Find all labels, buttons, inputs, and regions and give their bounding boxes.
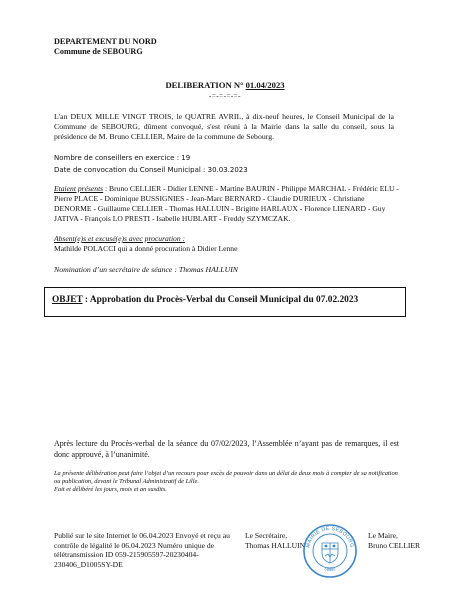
seal-bottom-path: 59990 [323,566,337,572]
procuration-text: Mathilde POLACCI qui a donné procuration à Didier Lenne [54,244,238,253]
mairie-seal-stamp [302,523,358,579]
decision-paragraph: Après lecture du Procès-verbal de la séance du 07/02/2023, l’Assemblée n’ayant pas de remarques, il est donc approuvé, à l’unanimité. [54,439,399,459]
department-header [54,37,157,57]
objet-text: : Approbation du Procès-Verbal du Conseil Municipal du 07.02.2023 [82,295,359,305]
recours-note: La présente délibération peut faire l’objet d’un recours pour excès de pouvoir dans un délai de deux mois à compter de sa notification ou publication, devant le Tribunal Administratif de Lille. [54,470,398,485]
presents-names: : Bruno CELLIER - Didier LENNE - Martine BAURIN - Philippe MARCHAL - Frédéric ELU - Pierre PLACE - Dominique BUSSIGNIES - Jean-Marc BERNARD - Claudie DURIEUX - Christiane DENORME - Guillaume CELLIER - Thomas HALLUIN - Brigitte HARLAUX - Florence LIENARD - Guy JATIVA - François LO PRESTI - Isabelle HUBLART - Freddy SZYMCZAK. [54,184,399,223]
deliberation-number: 01.04/2023 [245,80,285,90]
objet-label: OBJET [52,295,83,305]
intro-paragraph: L'an DEUX MILLE VINGT TROIS, le QUATRE AVRIL, à dix-neuf heures, le Conseil Municipal de la Commune de SEBOURG, dûment convoqué, s'est réuni à la Mairie dans la salle du conseil, sous la présidence de M. Bruno CELLIER, Maire de la commune de Sebourg. [54,112,394,141]
deliberation-prefix: DELIBERATION N° [165,80,246,90]
presents-label: Etaient présents [54,184,104,193]
secretary-nomination: Nomination d’un secrétaire de séance : Thomas HALLUIN [54,265,239,274]
fait-delibere-note: Fait et délibéré les jours, mois et an susdits. [54,486,167,493]
secretary-signature [245,531,305,550]
commune-name: Commune de SEBOURG [54,47,143,56]
title-separator: -=-=-=-=- [209,92,241,100]
coat-of-arms-icon [322,543,338,563]
seal-top-path: MAIRIE DE SEBOURG [305,525,355,549]
convocation-date: Date de convocation du Conseil Municipal : 30.03.2023 [54,166,248,174]
council-count: Nombre de conseillers en exercice : 19 [54,154,191,162]
absents-label: Absent(e)s et excusé(e)s avec procuration : [54,234,186,243]
objet-line [52,295,358,305]
presents-list [54,184,399,224]
department-name: DEPARTEMENT DU NORD [54,37,157,46]
mayor-signature [368,531,420,550]
mayor-title: Le Maire, [368,531,398,540]
seal-bottom-text [324,566,337,572]
secretary-name: Thomas HALLUIN [245,540,306,550]
secretary-title: Le Secrétaire, [245,531,288,540]
mayor-name: Bruno CELLIER [368,540,421,550]
deliberation-title [0,80,450,90]
legal-notice [54,470,399,494]
publication-info: Publié sur le site Internet le 06.04.2023 Envoyé et reçu au contrôle de légalité le 06.04.2023 Numéro unique de télétransmission ID 059-215905597-20230404-230406_D1005SY-DE [54,531,230,569]
